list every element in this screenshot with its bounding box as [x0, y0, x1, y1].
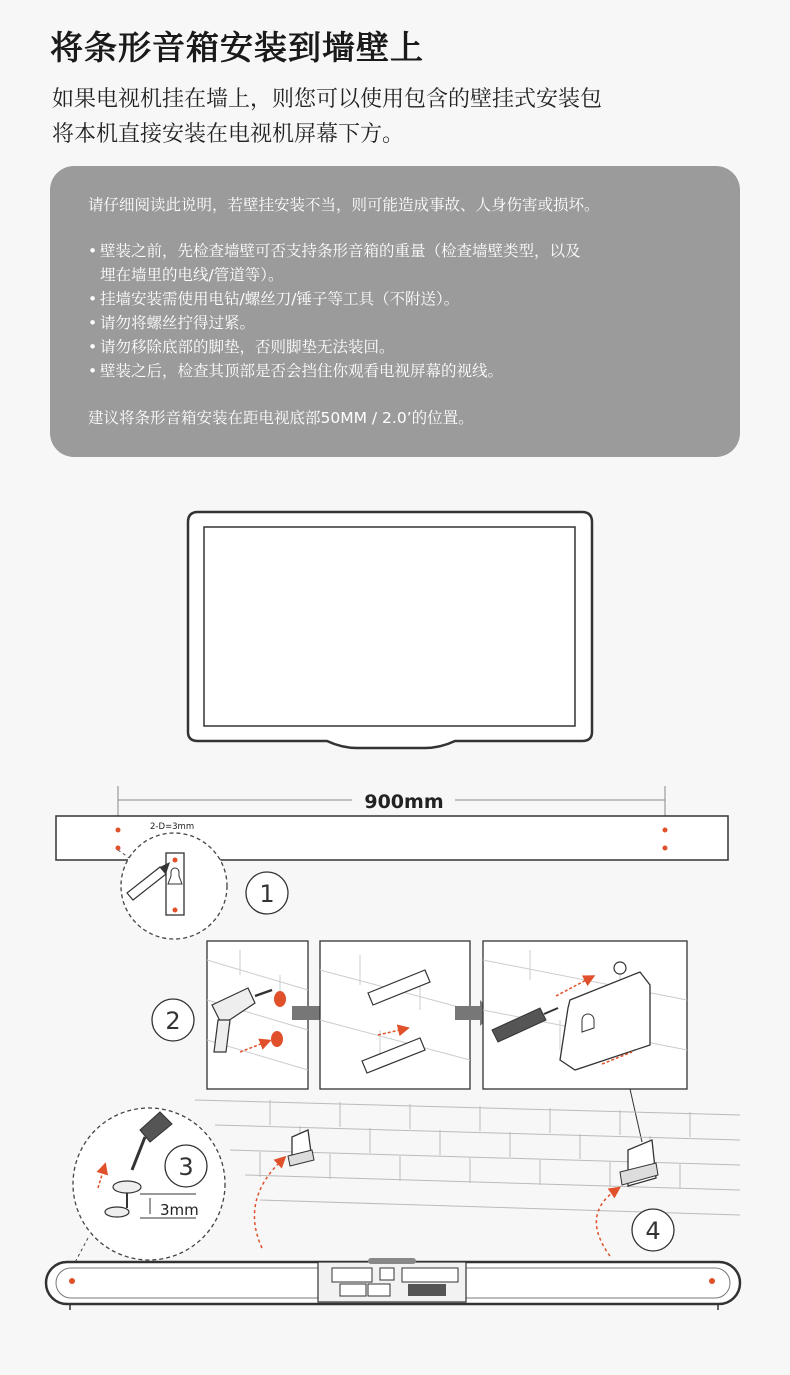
width-label: 900mm [364, 791, 444, 813]
brick-wall [195, 1100, 740, 1215]
list-item-continuation [88, 263, 581, 287]
step-4-label: 4 [645, 1217, 661, 1245]
intro-line: 如果电视机挂在墙上，则您可以使用包含的壁挂式安装包 [52, 87, 603, 112]
wall-bracket-left [288, 1130, 314, 1166]
soundbar-illustration [46, 1258, 740, 1310]
intro-text [52, 82, 602, 152]
wall-plug-panel [320, 941, 470, 1089]
safety-notice [50, 166, 740, 457]
screw-gap-label: 3mm [160, 1201, 199, 1219]
installation-diagram [0, 480, 790, 1375]
list-item: • 壁装之前，先检查墙壁可否支持条形音箱的重量（检查墙壁类型，以及 [88, 239, 581, 263]
list-item: • 请勿将螺丝拧得过紧。 [88, 311, 581, 335]
list-item-text: 埋在墙里的电线/管道等）。 [100, 266, 284, 284]
wall-bracket-right [620, 1140, 658, 1186]
step-2-panels [152, 941, 687, 1142]
bracket-screw-panel [483, 941, 687, 1142]
list-item: • 挂墙安装需使用电钻/螺丝刀/锤子等工具（不附送）。 [88, 287, 581, 311]
step-2-label: 2 [165, 1007, 181, 1035]
step-3-label: 3 [178, 1153, 194, 1181]
precaution-list [88, 239, 581, 383]
recommendation-text: 建议将条形音箱安装在距电视底部50MM / 2.0’的位置。 [88, 409, 474, 427]
list-item: • 请勿移除底部的脚垫，否则脚垫无法装回。 [88, 335, 581, 359]
page-title: 将条形音箱安装到墙壁上 [50, 28, 424, 67]
rear-connector-panel [318, 1258, 466, 1302]
screw-depth-detail [72, 1108, 225, 1268]
template-label: 2-D=3mm [150, 822, 195, 832]
step-1-label: 1 [259, 880, 275, 908]
list-item: • 壁装之后，检查其顶部是否会挡住你观看电视屏幕的视线。 [88, 359, 581, 383]
warning-text: 请仔细阅读此说明，若壁挂安装不当，则可能造成事故、人身伤害或损坏。 [88, 196, 600, 214]
intro-line: 将本机直接安装在电视机屏幕下方。 [52, 122, 405, 147]
tv-illustration [188, 512, 592, 748]
